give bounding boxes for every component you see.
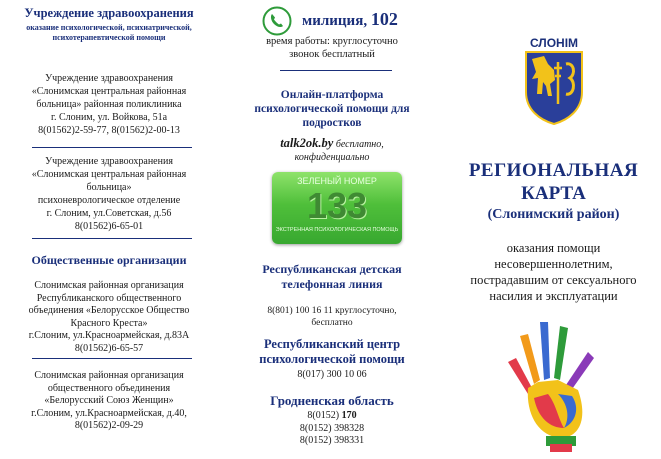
divider xyxy=(280,70,392,71)
text-line: Республиканского общественного xyxy=(36,292,182,304)
text-line: подростков xyxy=(302,117,362,129)
divider xyxy=(32,147,192,148)
emblem-text: СЛОНІМ xyxy=(529,36,579,50)
column-title xyxy=(446,0,661,459)
text-line: «Белорусский Союз Женщин» xyxy=(44,395,174,406)
police-number: 102 xyxy=(370,9,398,29)
phone-prefix: 8(0152) xyxy=(307,410,342,421)
divider xyxy=(32,238,192,239)
police-line xyxy=(302,9,398,30)
text-line: психоневрологическое отделение xyxy=(37,195,181,206)
text-line: г. Слоним, ул.Советская, д.56 xyxy=(46,208,172,219)
phone-line: 8(0152) 398331 xyxy=(299,435,365,446)
phone-line: 8(0152) 398328 xyxy=(299,422,365,434)
green-number-label: ЗЕЛЕНЫЙ НОМЕР xyxy=(297,176,377,186)
polyclinic-block xyxy=(0,72,218,137)
text-line: телефонная линия xyxy=(281,277,383,291)
divider xyxy=(32,358,192,359)
text-line: несовершеннолетним, xyxy=(494,257,613,271)
column-health-institutions xyxy=(0,0,218,459)
text-line: объединения «Белорусское Общество xyxy=(28,305,190,316)
text-line: «Слонимская центральная районная xyxy=(31,86,187,97)
text-line: Красного Креста» xyxy=(70,317,148,329)
online-platform-site xyxy=(218,137,446,164)
text-line: г. Слоним, ул. Войкова, 51а xyxy=(50,112,168,123)
text-line: пострадавшим от сексуального xyxy=(470,273,637,287)
child-line-phone: 8(801) 100 16 11 круглосуточно, xyxy=(267,306,397,316)
colorful-hand-icon xyxy=(498,318,608,454)
online-platform-title xyxy=(218,88,446,130)
phone-line: 8(01562)2-59-77, 8(01562)2-00-13 xyxy=(38,125,180,136)
phone-line: 8(01562)6-65-01 xyxy=(74,221,144,232)
heading-public-orgs: Общественные организации xyxy=(31,253,187,267)
heading-health: Учреждение здравоохранения xyxy=(24,6,194,20)
text-line: больница» xyxy=(86,182,132,193)
phone-icon xyxy=(262,6,292,36)
text-line: насилия и эксплуатации xyxy=(489,289,618,303)
subheading-health: оказание психологической, психиатрической, психотерапевтической помощи xyxy=(26,23,192,42)
text-line: психологической помощи для xyxy=(254,103,410,115)
text-line: больница» районная поликлиника xyxy=(36,99,182,110)
green-number-value: 133 xyxy=(306,185,368,226)
police-hours: время работы: круглосуточно xyxy=(266,36,398,47)
text-line: г.Слоним, ул.Красноармейская, д.83А xyxy=(28,330,190,341)
police-label: милиция, xyxy=(302,13,368,29)
police-free-call: звонок бесплатный xyxy=(289,49,375,60)
text-line: общественного объединения xyxy=(47,382,171,394)
text-line: Онлайн-платформа xyxy=(280,89,384,101)
text-line: Республиканский центр xyxy=(263,337,401,351)
phone-line: 8(01562)2-09-29 xyxy=(74,420,144,431)
brochure-title-line1: РЕГИОНАЛЬНАЯ xyxy=(468,160,639,181)
text-line: Учреждение здравоохранения xyxy=(45,156,173,167)
green-number-caption: ЭКСТРЕННАЯ ПСИХОЛОГИЧЕСКАЯ ПОМОЩЬ xyxy=(275,227,399,233)
green-number-badge xyxy=(272,172,402,244)
text-line: Учреждение здравоохранения xyxy=(45,73,173,84)
region-title: Гродненская область xyxy=(270,393,394,408)
free-note: бесплатно, xyxy=(335,139,384,150)
text-line: г.Слоним, ул.Красноармейская, д.40, xyxy=(31,407,187,419)
police-info xyxy=(218,35,446,61)
neuro-block xyxy=(0,155,218,233)
text-line: психологической помощи xyxy=(259,352,405,366)
short-number: 170 xyxy=(341,410,357,421)
text-line: Слонимская районная организация xyxy=(34,370,184,381)
phone-line: 8(01562)6-65-57 xyxy=(74,342,144,354)
text-line: Республиканская детская xyxy=(262,262,402,276)
text-line: Слонимская районная организация xyxy=(34,280,184,291)
confidential-note: конфиденциально xyxy=(294,152,370,163)
site-link[interactable]: talk2ok.by xyxy=(280,136,334,150)
brochure-title-line2: КАРТА xyxy=(521,183,586,204)
child-line-free: бесплатно xyxy=(311,318,353,328)
text-line: «Слонимская центральная районная xyxy=(31,169,187,180)
brochure-subtitle: (Слонимский район) xyxy=(487,207,620,222)
red-cross-block xyxy=(0,280,218,355)
psych-center-phone: 8(017) 300 10 06 xyxy=(297,369,367,380)
text-line: оказания помощи xyxy=(506,241,601,255)
brochure-description xyxy=(446,240,661,304)
womens-union-block xyxy=(0,370,218,433)
